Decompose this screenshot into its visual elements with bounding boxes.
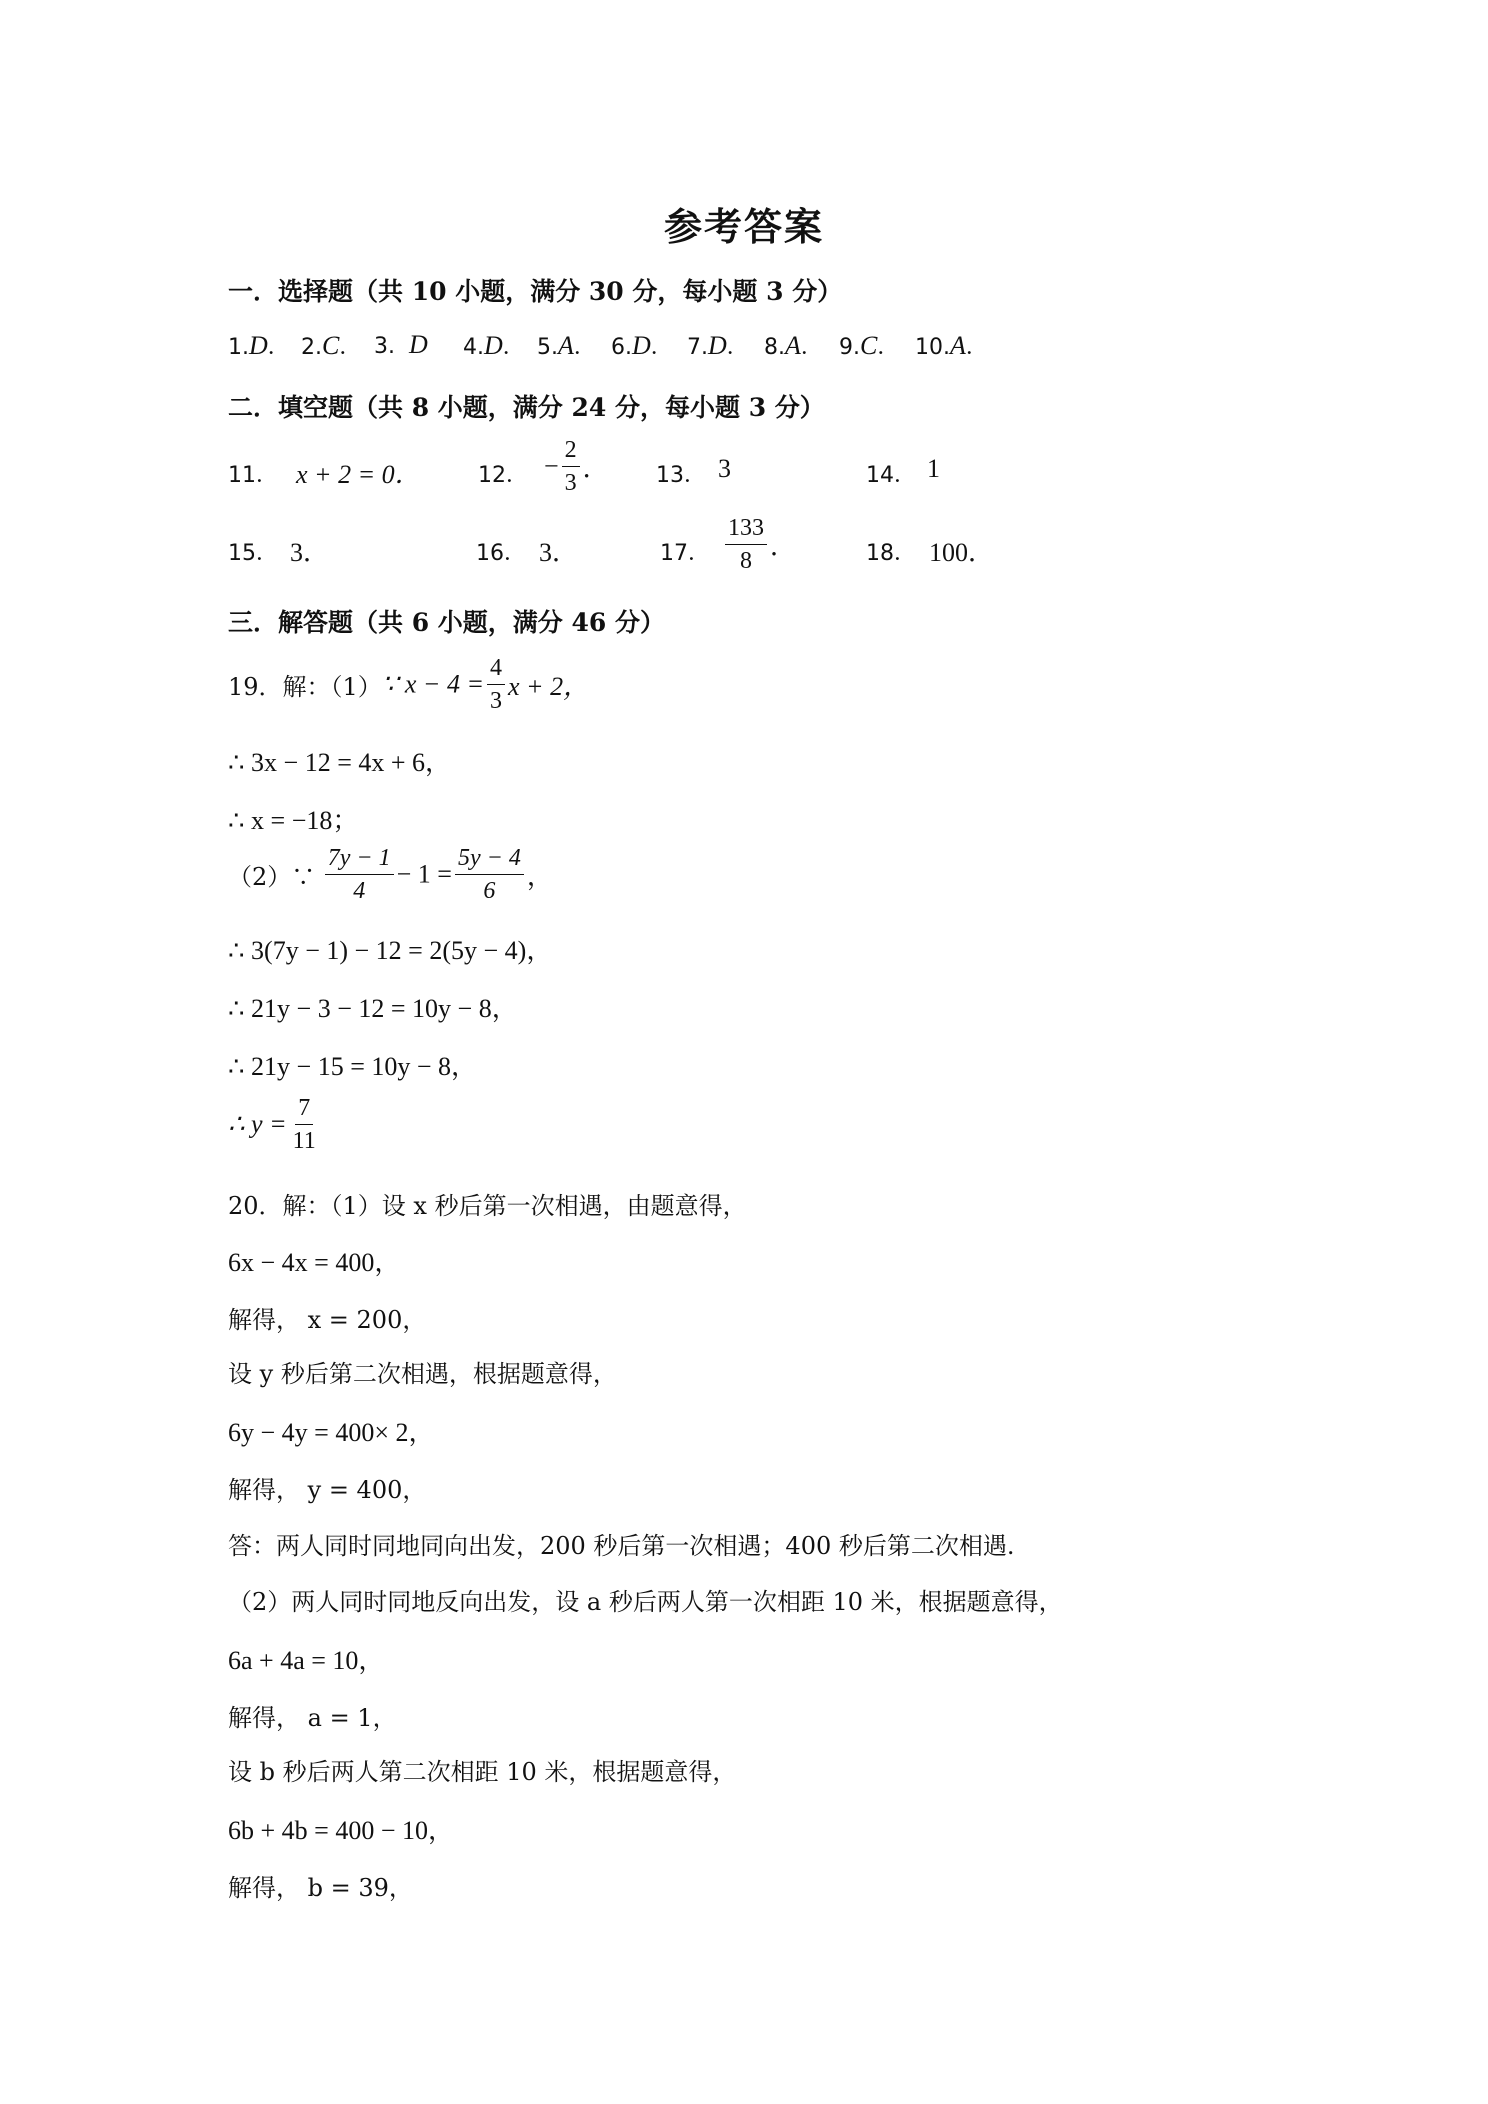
fill-answer: − $\frac{2}{3}$ ．	[544, 437, 609, 496]
question-number: 18．	[866, 541, 916, 566]
question-number: 17．	[660, 541, 710, 566]
fill-answer: 3	[718, 454, 731, 483]
q19-line-4: （2）∵ $\frac{7y - 1}{4}$ − 1 = $\frac{5y - 4}{6}$ ，	[228, 845, 553, 904]
choice-answer: 4.D．	[463, 331, 525, 360]
q19-line-6: ∴ 21y − 3 − 12 = 10y − 8，	[228, 994, 518, 1023]
q20-line-9: 6a + 4a = 10，	[228, 1646, 385, 1675]
choice-answer: 3. D	[374, 330, 428, 359]
fill-answer: 100．	[929, 538, 995, 567]
fill-answer: $\frac{133}{8}$ ．	[722, 516, 796, 573]
choice-answer: 9.C．	[839, 331, 900, 360]
fill-answer: 3．	[539, 538, 579, 567]
fill-answer: 1	[927, 454, 940, 483]
q20-line-7: 答：两人同时同地同向出发，200 秒后第一次相遇；400 秒后第二次相遇.	[228, 1532, 1015, 1560]
q20-line-13: 解得， b = 39，	[228, 1874, 413, 1902]
fill-answer: 3．	[290, 538, 330, 567]
q19-line-7: ∴ 21y − 15 = 10y − 8，	[228, 1052, 478, 1081]
choice-answer: 2.C．	[301, 331, 362, 360]
question-number: 11．	[228, 463, 278, 488]
q20-line-11: 设 b 秒后两人第二次相距 10 米，根据题意得，	[228, 1758, 737, 1786]
q20-line-6: 解得， y = 400，	[228, 1476, 427, 1504]
section-2-heading: 二．填空题（共 8 小题，满分 24 分，每小题 3 分）	[228, 393, 825, 422]
question-number: 14．	[866, 463, 916, 488]
question-number: 12．	[478, 463, 528, 488]
q19-line-2: ∴ 3x − 12 = 4x + 6，	[228, 748, 452, 777]
section-3-heading: 三．解答题（共 6 小题，满分 46 分）	[228, 608, 666, 637]
q19-line-5: ∴ 3(7y − 1) − 12 = 2(5y − 4)，	[228, 936, 553, 965]
choice-answer: 6.D．	[611, 331, 673, 360]
q20-line-2: 6x − 4x = 400，	[228, 1248, 401, 1277]
question-number: 15．	[228, 541, 278, 566]
q19-line-3: ∴ x = −18；	[228, 806, 359, 835]
q20-line-4: 设 y 秒后第二次相遇，根据题意得，	[228, 1360, 617, 1388]
choice-answer: 1.D．	[228, 331, 290, 360]
question-number: 16．	[476, 541, 526, 566]
section-1-heading: 一．选择题（共 10 小题，满分 30 分，每小题 3 分）	[228, 277, 843, 306]
choice-answer: 7.D．	[687, 331, 749, 360]
choice-answer: 10.A．	[915, 331, 988, 360]
fill-answer: x + 2 = 0．	[296, 460, 421, 489]
q20-line-3: 解得， x = 200，	[228, 1306, 427, 1334]
choice-answer: 5.A．	[537, 331, 596, 360]
q19-line-1: 19．解：（1）∵ x − 4 = $\frac{4}{3}$ x + 2，	[228, 655, 590, 714]
q20-line-10: 解得， a = 1，	[228, 1704, 397, 1732]
question-number: 13．	[656, 463, 706, 488]
q19-line-8: ∴ y = $\frac{7}{11}$	[228, 1095, 316, 1154]
q20-line-5: 6y − 4y = 400× 2，	[228, 1418, 435, 1447]
page-title: 参考答案	[663, 204, 824, 249]
q20-line-8: （2）两人同时同地反向出发，设 a 秒后两人第一次相距 10 米，根据题意得，	[228, 1588, 1063, 1616]
q20-line-12: 6b + 4b = 400 − 10，	[228, 1816, 454, 1845]
choice-answer: 8.A．	[764, 331, 823, 360]
q20-line-1: 20．解：（1）设 x 秒后第一次相遇，由题意得，	[228, 1192, 747, 1220]
